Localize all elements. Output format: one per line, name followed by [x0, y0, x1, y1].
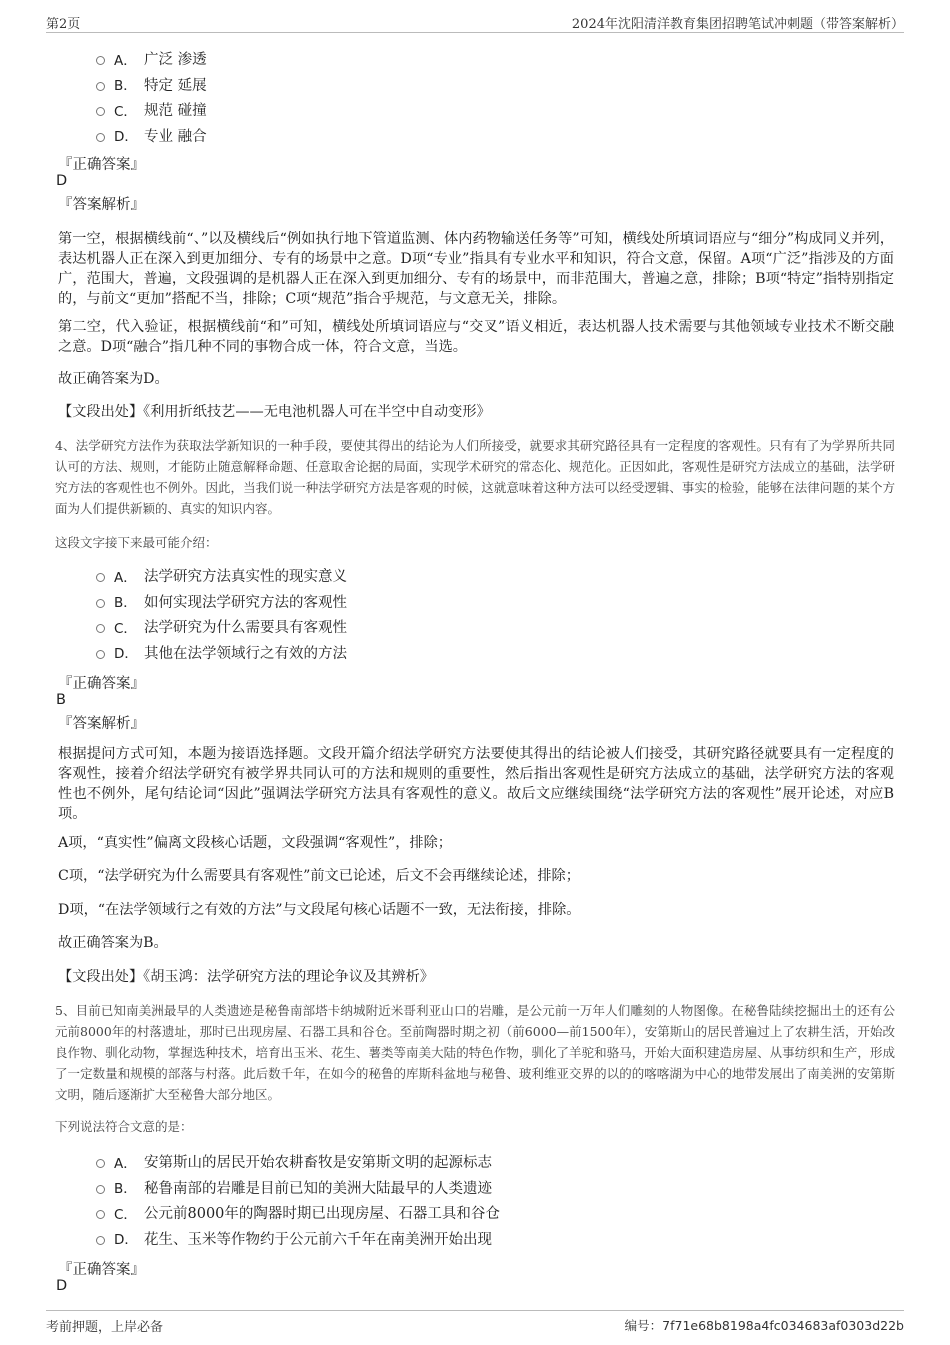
q4-option-b[interactable] — [96, 589, 347, 615]
option-letter: C． — [114, 620, 137, 637]
option-letter: C． — [114, 1206, 137, 1223]
q5-option-b[interactable] — [96, 1175, 500, 1201]
option-text: 法学研究方法真实性的现实意义 — [144, 569, 347, 586]
document-title: 2024年沈阳清洋教育集团招聘笔试冲刺题（带答案解析） — [571, 17, 904, 32]
q4-source: 【文段出处】《胡玉鸿：法学研究方法的理论争议及其辨析》 — [58, 969, 434, 985]
page-header — [46, 10, 904, 33]
q4-option-c[interactable] — [96, 614, 347, 640]
option-text: 如何实现法学研究方法的客观性 — [144, 594, 347, 611]
q3-analysis-p2: 第二空，代入验证，根据横线前“和”可知，横线处所填词语应与“交叉”语义相近，表达机器人技术需要与其他领域专业技术不断交融之意。D项“融合”指几种不同的事物合成一体，符合文意，当选。 — [58, 319, 894, 355]
q3-analysis-label: 『答案解析』 — [58, 197, 145, 213]
document-code: 编号：7f71e68b8198a4fc034683af0303d22b — [624, 1318, 904, 1333]
option-text: 专业 融合 — [144, 128, 207, 145]
q3-analysis-p1: 第一空，根据横线前“、”以及横线后“例如执行地下管道监测、体内药物输送任务等”可知，横线处所填词语应与“细分”构成同义并列，表达机器人正在深入到更加细分、专有的场景中之意。D项“专业”指具有专业水平和知识，符合文意，保留。A项“广泛”指涉及的方面广，范围大，普遍，文段强调的是机器人正在深入到更加细分、专有的场景中，而非范围大，普遍之意，排除；B项“特定”指特别指定的，与前文“更加”搭配不当，排除；C项“规范”指合乎规范，与文意无关，排除。 — [58, 231, 894, 307]
option-text: 安第斯山的居民开始农耕畜牧是安第斯文明的起源标志 — [144, 1155, 492, 1172]
option-text: 花生、玉米等作物约于公元前六千年在南美洲开始出现 — [144, 1231, 492, 1248]
q4-conclusion: 故正确答案为B。 — [58, 935, 168, 951]
option-letter: D． — [114, 646, 138, 663]
option-text: 广泛 渗透 — [144, 52, 207, 69]
footer-slogan: 考前押题，上岸必备 — [46, 1320, 164, 1335]
q3-option-b[interactable] — [96, 72, 207, 98]
radio-icon[interactable] — [96, 624, 105, 633]
option-text: 特定 延展 — [144, 77, 207, 94]
q3-options — [96, 46, 207, 148]
q4-analysis-p1: 根据提问方式可知，本题为接语选择题。文段开篇介绍法学研究方法要使其得出的结论被人们接受，其研究路径就要具有一定程度的客观性，接着介绍法学研究有被学界共同认可的方法和规则的重要性，然后指出客观性是研究方法成立的基础，法学研究方法的客观性也不例外，尾句结论词“因此”强调法学研究方法具有客观性的意义。故后文应继续围绕“法学研究方法的客观性”展开论述，对应B项。 — [58, 746, 894, 822]
radio-icon[interactable] — [96, 56, 105, 65]
page-footer — [46, 1310, 904, 1337]
q5-options — [96, 1149, 500, 1251]
q5-answer-label: 『正确答案』 — [58, 1262, 145, 1278]
option-letter: D． — [114, 1232, 138, 1249]
option-text: 秘鲁南部的岩雕是目前已知的美洲大陆最早的人类遗迹 — [144, 1180, 492, 1197]
q4-answer-label: 『正确答案』 — [58, 676, 145, 692]
q3-answer-label: 『正确答案』 — [58, 157, 145, 173]
radio-icon[interactable] — [96, 1210, 105, 1219]
q5-stem: 5、目前已知南美洲最早的人类遗迹是秘鲁南部塔卡纳城附近米哥利亚山口的岩雕，是公元前一万年人们雕刻的人物图像。在秘鲁陆续挖掘出土的还有公元前8000年的村落遗址，那时已出现房屋、石器工具和谷仓。至前陶器时期之初（前6000—前1500年），安第斯山的居民普遍过上了农耕生活，开始改良作物、驯化动物，掌握选种技术，培育出玉米、花生、薯类等南美大陆的特色作物，驯化了羊驼和骆马，开始大面积建造房屋、从事纺织和生产，形成了一定数量和规模的部落与村落。此后数千年，在如今的秘鲁的库斯科盆地与秘鲁、玻利维亚交界的以的的喀喀湖为中心的地带发展出了南美洲的安第斯文明，随后逐渐扩大至秘鲁大部分地区。 — [55, 1003, 895, 1102]
radio-icon[interactable] — [96, 107, 105, 116]
q5-option-d[interactable] — [96, 1226, 500, 1252]
q4-analysis-label: 『答案解析』 — [58, 716, 145, 732]
radio-icon[interactable] — [96, 573, 105, 582]
q4-options — [96, 563, 347, 665]
q4-analysis-a: A项，“真实性”偏离文段核心话题，文段强调“客观性”，排除； — [58, 835, 452, 851]
option-text: 公元前8000年的陶器时期已出现房屋、石器工具和谷仓 — [144, 1206, 500, 1223]
q3-option-d[interactable] — [96, 123, 207, 149]
q5-option-c[interactable] — [96, 1200, 500, 1226]
option-text: 法学研究为什么需要具有客观性 — [144, 620, 347, 637]
option-letter: A． — [114, 1155, 137, 1172]
radio-icon[interactable] — [96, 599, 105, 608]
radio-icon[interactable] — [96, 1236, 105, 1245]
q5-prompt: 下列说法符合文意的是： — [55, 1119, 193, 1134]
radio-icon[interactable] — [96, 1159, 105, 1168]
q3-option-c[interactable] — [96, 97, 207, 123]
option-text: 规范 碰撞 — [144, 103, 207, 120]
option-letter: D． — [114, 129, 138, 146]
option-text: 其他在法学领域行之有效的方法 — [144, 645, 347, 662]
option-letter: B． — [114, 1181, 137, 1198]
option-letter: B． — [114, 78, 137, 95]
q4-prompt: 这段文字接下来最可能介绍： — [55, 535, 218, 550]
option-letter: C． — [114, 103, 137, 120]
q5-answer: D — [56, 1278, 68, 1294]
q4-answer: B — [56, 692, 66, 708]
option-letter: A． — [114, 569, 137, 586]
q3-option-a[interactable] — [96, 46, 207, 72]
radio-icon[interactable] — [96, 1185, 105, 1194]
radio-icon[interactable] — [96, 133, 105, 142]
option-letter: A． — [114, 52, 137, 69]
option-letter: B． — [114, 595, 137, 612]
q3-conclusion: 故正确答案为D。 — [58, 371, 169, 387]
q4-option-a[interactable] — [96, 563, 347, 589]
page-number: 第2页 — [46, 17, 81, 32]
radio-icon[interactable] — [96, 650, 105, 659]
q4-stem: 4、法学研究方法作为获取法学新知识的一种手段，要使其得出的结论为人们所接受，就要求其研究路径具有一定程度的客观性。只有有了为学界所共同认可的方法、规则，才能防止随意解释命题、任意取舍论据的局面，实现学术研究的常态化、规范化。正因如此，客观性是研究方法成立的基础，法学研究方法的客观性也不例外。因此，当我们说一种法学研究方法是客观的时候，这就意味着这种方法可以经受逻辑、事实的检验，能够在法律问题的某个方面为人们提供新颖的、真实的知识内容。 — [55, 438, 895, 516]
radio-icon[interactable] — [96, 82, 105, 91]
q4-analysis-c: C项，“法学研究为什么需要具有客观性”前文已论述，后文不会再继续论述，排除； — [58, 868, 580, 884]
q4-analysis-d: D项，“在法学领域行之有效的方法”与文段尾句核心话题不一致，无法衔接，排除。 — [58, 902, 581, 918]
q3-source: 【文段出处】《利用折纸技艺——无电池机器人可在半空中自动变形》 — [58, 404, 491, 420]
q3-answer: D — [56, 173, 68, 189]
q4-option-d[interactable] — [96, 640, 347, 666]
q5-option-a[interactable] — [96, 1149, 500, 1175]
